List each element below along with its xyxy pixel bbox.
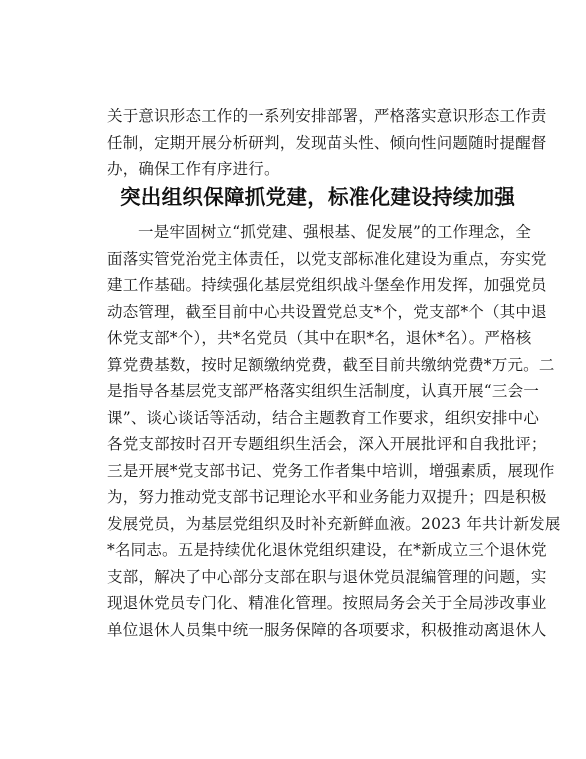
text-line: 现退休党员专门化、精准化管理。按照局务会关于全局涉改事业 <box>107 594 547 612</box>
text-line: 面落实管党治党主体责任，以党支部标准化建设为重点，夯实党 <box>107 249 547 268</box>
body-paragraph <box>107 219 561 643</box>
text-line: 办，确保工作有序进行。 <box>107 160 280 178</box>
text-line: *名同志。五是持续优化退休党组织建设，在*新成立三个退休党 <box>107 541 547 559</box>
text-line: 建工作基础。持续强化基层党组织战斗堡垒作用发挥，加强党员 <box>107 276 547 294</box>
text-line: 为，努力推动党支部书记理论水平和业务能力双提升；四是积极 <box>107 488 547 506</box>
text-line: 休党支部*个），共*名党员（其中在职*名，退休*名）。严格核 <box>107 329 532 347</box>
text-line: 算党费基数，按时足额缴纳党费，截至目前共缴纳党费*万元。二 <box>107 355 555 374</box>
text-line: 各党支部按时召开专题组织生活会，深入开展批评和自我批评； <box>107 435 547 453</box>
intro-paragraph <box>107 103 547 183</box>
text-line: 一是牢固树立“抓党建、强根基、促发展”的工作理念，全 <box>138 223 532 241</box>
text-line: 关于意识形态工作的一系列安排部署，严格落实意识形态工作责 <box>107 107 547 125</box>
text-line: 三是开展*党支部书记、党务工作者集中培训，增强素质，展现作 <box>107 461 555 480</box>
text-line: 是指导各基层党支部严格落实组织生活制度，认真开展“三会一 <box>107 382 540 400</box>
text-line: 课”、谈心谈话等活动，结合主题教育工作要求，组织安排中心 <box>107 408 540 427</box>
text-line: 发展党员，为基层党组织及时补充新鲜血液。2023 年共计新发展 <box>107 514 561 533</box>
text-line: 任制，定期开展分析研判，发现苗头性、倾向性问题随时提醒督 <box>107 133 547 152</box>
text-line: 支部，解决了中心部分支部在职与退休党员混编管理的问题，实 <box>107 567 547 586</box>
text-line: 动态管理，截至目前中心共设置党总支*个，党支部*个（其中退 <box>107 302 547 321</box>
text-line: 单位退休人员集中统一服务保障的各项要求，积极推动离退休人 <box>107 620 547 639</box>
section-heading: 突出组织保障抓党建，标准化建设持续加强 <box>120 185 516 209</box>
